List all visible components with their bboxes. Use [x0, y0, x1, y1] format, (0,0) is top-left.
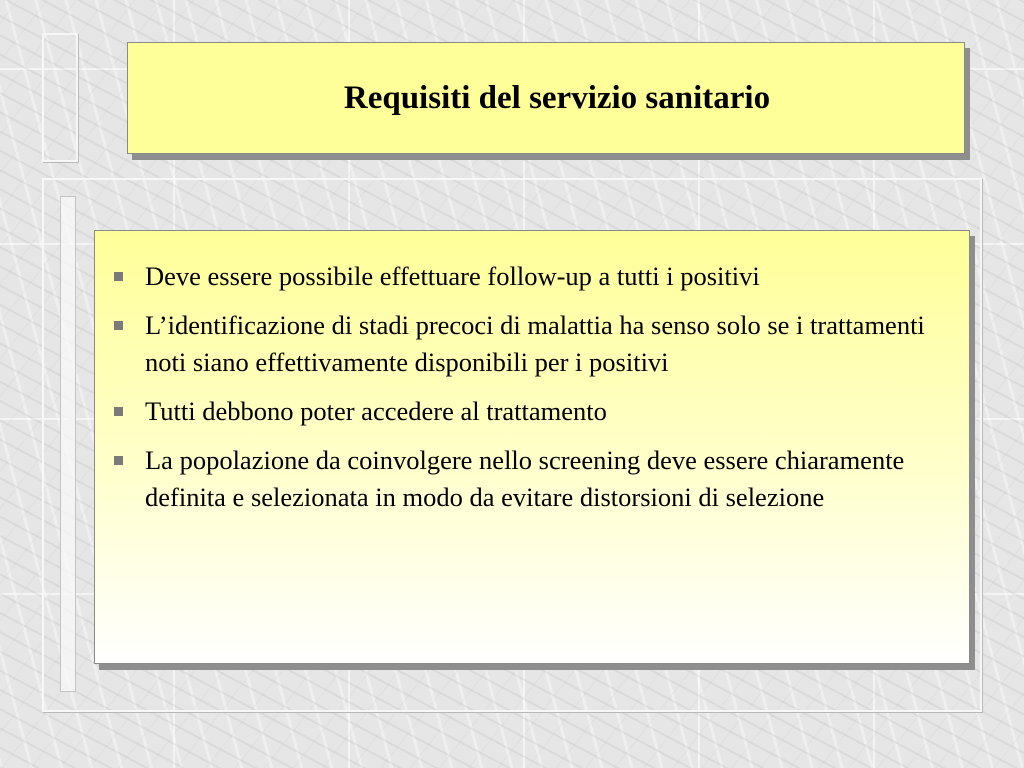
square-bullet-icon [114, 407, 123, 416]
bullet-text: Tutti debbono poter accedere al trattamento [145, 396, 607, 426]
bullet-list [113, 258, 949, 516]
bullet-item [113, 442, 949, 516]
square-bullet-icon [114, 272, 123, 281]
background-vertical-bar [60, 196, 76, 692]
bullet-item [113, 258, 949, 295]
bullet-text: L’identificazione di stadi precoci di malattia ha senso solo se i trattamenti noti siano effettivamente disponibili per i positivi [145, 310, 925, 377]
slide-content-box [94, 230, 970, 664]
square-bullet-icon [114, 456, 123, 465]
bullet-text: La popolazione da coinvolgere nello screening deve essere chiaramente definita e selezionata in modo da evitare distorsioni di selezione [145, 445, 905, 512]
background-frame-top [42, 33, 78, 162]
slide-title: Requisiti del servizio sanitario [343, 79, 771, 116]
square-bullet-icon [114, 321, 123, 330]
bullet-text: Deve essere possibile effettuare follow-up a tutti i positivi [145, 261, 760, 291]
slide-title-box [127, 42, 965, 154]
bullet-item [113, 393, 949, 430]
bullet-item [113, 307, 949, 381]
